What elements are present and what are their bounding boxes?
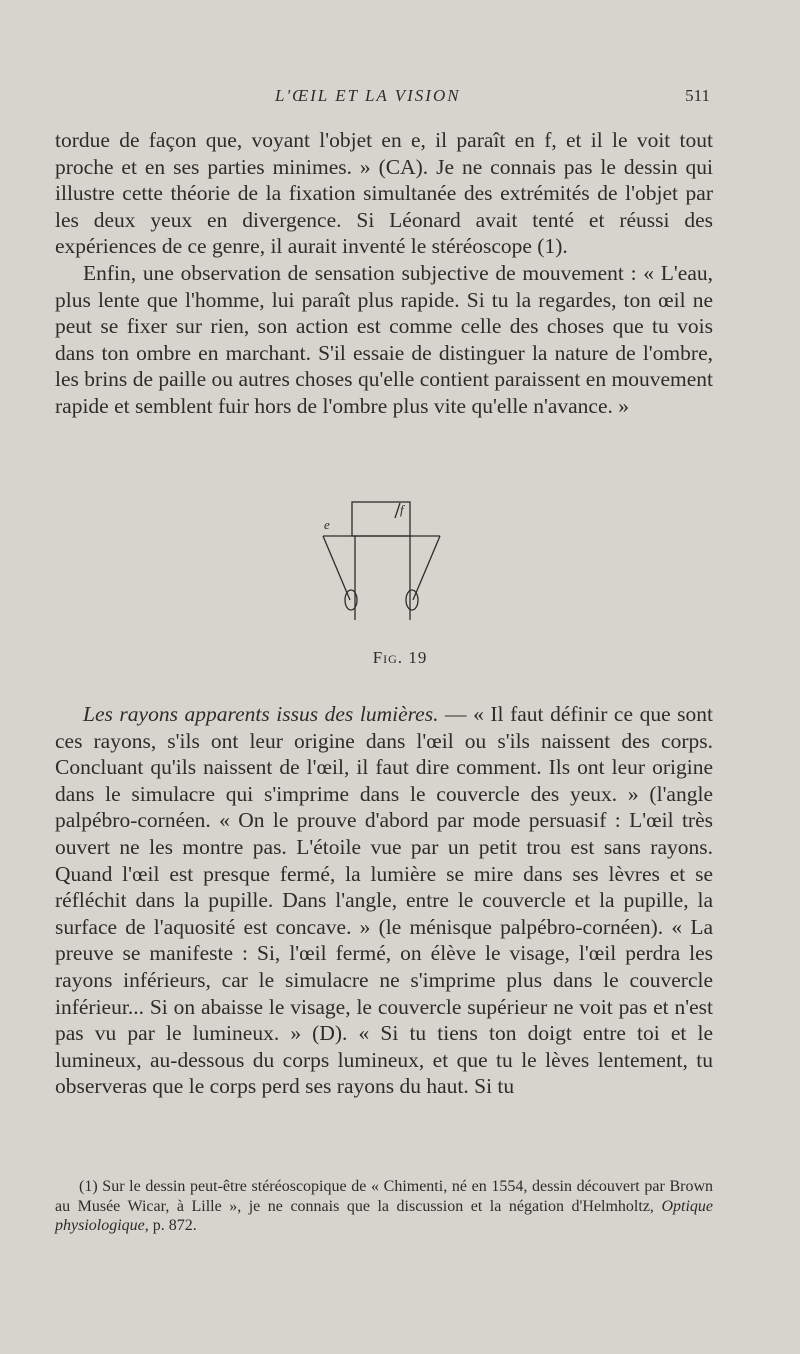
page-header: [55, 86, 710, 110]
paragraph-movement: Enfin, une observation de sensation subjective de mouvement : « L'eau, plus lente que l'homme, lui paraît plus rapide. Si tu la regardes, ton œil ne peut se fixer sur rien, son action est comme celle des choses que tu vois dans ton ombre en marchant. S'il essaie de distinguer la nature de l'ombre, les brins de paille ou autres choses qu'elle contient paraissent en mouvement rapide et semblent fuir hors de l'ombre plus vite qu'elle n'avance. »: [55, 260, 713, 418]
footnote-text: (1) Sur le dessin peut-être stéréoscopique de « Chimenti, né en 1554, dessin découvert par Brown au Musée Wicar, à Lille », je ne connais que la discussion et la négation d'Helmholtz,: [55, 1178, 713, 1215]
paragraph-rays-body: — « Il faut définir ce que sont ces rayons, s'ils ont leur origine dans l'œil ou s'ils naissent des corps. Concluant qu'ils naissent de l'œil, il faut dire comment. Ils ont leur origine dans le simulacre qui s'imprime dans le couvercle des yeux. » (l'angle palpébro-cornéen. « On le prouve d'abord par mode persuasif : L'œil très ouvert ne les montre pas. L'étoile vue par un petit trou est sans rayons. Quand l'œil est presque fermé, la lumière se mire dans ses lèvres et se réfléchit dans la pupille. Dans l'angle, entre le couvercle et la pupille, la surface de l'aquosité est concave. » (le ménisque palpébro-cornéen). « La preuve se manifeste : Si, l'œil fermé, on élève le visage, l'œil perdra les rayons inférieurs, car le simulacre ne s'imprime plus dans le couvercle inférieur... Si on abaisse le visage, le couvercle supérieur ne voit pas et n'est pas vu par le lumineux. » (D). « Si tu tiens ton doigt entre toi et le lumineux, au-dessous du corps lumineux, et que tu le lèves lentement, tu observeras que le corps perd ses rayons du haut. Si tu: [55, 702, 714, 1099]
label-e: e: [324, 517, 330, 532]
right-ray: [413, 536, 440, 600]
caption-number: 19: [408, 648, 428, 667]
figure-caption: [0, 648, 800, 668]
page-number: 511: [685, 86, 710, 105]
caption-prefix: Fig.: [372, 648, 404, 667]
footnote: [55, 1177, 713, 1236]
left-ray: [323, 536, 350, 600]
text-block-upper: [55, 127, 713, 420]
paragraph-stereoscope: tordue de façon que, voyant l'objet en e, il paraît en f, et il le voit tout proche et en ses parties minimes. » (CA). Je ne connais pas le dessin qui illustre cette théorie de la fixation simultanée des extrémités de l'objet par les deux yeux en divergence. Si Léonard avait tenté et réussi des expériences de ce genre, il aurait inventé le stéréoscope (1).: [55, 128, 713, 259]
text-block-lower: [55, 701, 713, 1100]
footnote-book-title: Optique physiologique: [55, 1197, 713, 1234]
label-f: f: [400, 502, 404, 517]
paragraph-rays: [55, 701, 713, 1100]
section-title: Les rayons apparents issus des lumières.: [83, 702, 439, 726]
right-eye: [406, 590, 418, 610]
figure-19-diagram: [320, 498, 445, 628]
footnote-page-ref: , p. 872.: [144, 1217, 197, 1234]
running-title: L'ŒIL ET LA VISION: [275, 86, 461, 105]
